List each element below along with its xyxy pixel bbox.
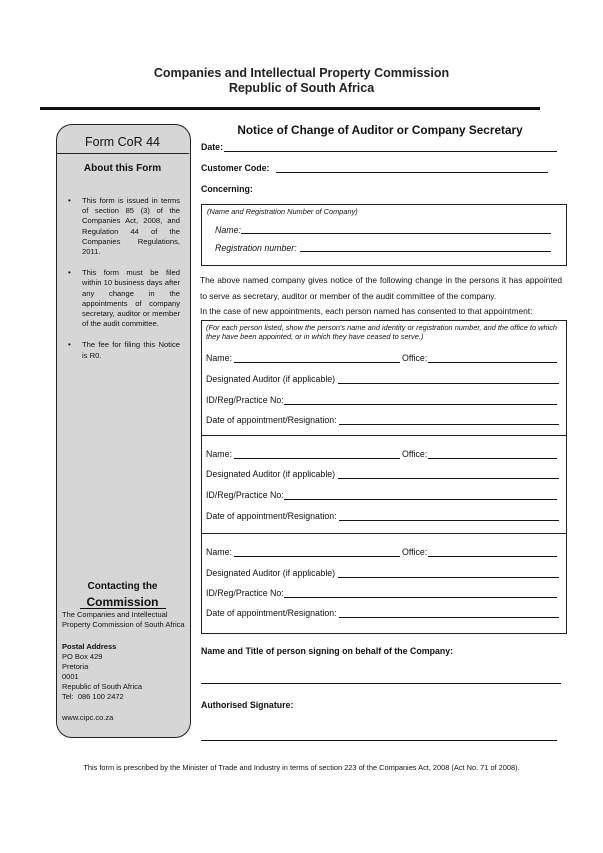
about-bullet-2: • This form must be filed within 10 business days after any change in the appointments of company secretary, auditor or member of the audit committee.: [64, 268, 180, 329]
person-3-date-label: Date of appointment/Resignation:: [206, 608, 337, 618]
footer-note: This form is prescribed by the Minister of Trade and Industry in terms of section 223 of the Companies Act, 2008 (Act No. 71 of 2008).: [83, 763, 520, 772]
postal-phone: Tel: 086 100 2472: [62, 692, 124, 701]
sidebar-divider: [56, 153, 189, 154]
person-3-name-label: Name:: [206, 547, 232, 557]
registration-label: Registration number:: [215, 243, 297, 253]
persons-caption: (For each person listed, show the person's name and identity or registration number, and the office to which they have been appointed, or in which they have ceased to serve.): [206, 323, 558, 341]
person-2-date-label: Date of appointment/Resignation:: [206, 511, 337, 521]
concerning-label: Concerning:: [201, 184, 253, 194]
form-title: Notice of Change of Auditor or Company Secretary: [237, 123, 523, 137]
person-3-name-field[interactable]: [234, 556, 400, 557]
customer-code-label: Customer Code:: [201, 163, 270, 173]
person-2-office-field[interactable]: [428, 458, 557, 459]
company-box-caption: (Name and Registration Number of Company): [207, 207, 358, 216]
person-1-auditor-label: Designated Auditor (if applicable): [206, 374, 336, 384]
person-3-id-label: ID/Reg/Practice No:: [206, 588, 284, 598]
about-title: About this Form: [83, 163, 162, 174]
person-2-date-field[interactable]: [339, 520, 559, 521]
date-label: Date:: [201, 142, 223, 152]
postal-line-1: PO Box 429: [62, 652, 103, 661]
person-1-office-label: Office:: [402, 353, 428, 363]
about-list: [64, 196, 180, 372]
person-1-name-field[interactable]: [234, 362, 400, 363]
person-3-auditor-field[interactable]: [338, 577, 559, 578]
postal-line-2: Pretoria: [62, 662, 89, 671]
person-3-office-field[interactable]: [428, 556, 557, 557]
company-name-label: Name:: [215, 225, 241, 235]
country-name: Republic of South Africa: [228, 81, 375, 95]
person-2-office-label: Office:: [402, 449, 428, 459]
person-1-id-field[interactable]: [284, 404, 557, 405]
person-1-name-label: Name:: [206, 353, 232, 363]
company-name-field[interactable]: [241, 233, 551, 234]
person-2-name-field[interactable]: [234, 458, 400, 459]
signer-field[interactable]: [201, 683, 561, 684]
person-3-id-field[interactable]: [284, 597, 557, 598]
registration-field[interactable]: [300, 251, 551, 252]
consent-paragraph: In the case of new appointments, each person named has consented to that appointment:: [200, 306, 533, 316]
contact-title: Contacting the: [87, 581, 158, 592]
signature-label: Authorised Signature:: [201, 700, 294, 710]
person-1-date-field[interactable]: [339, 424, 559, 425]
person-2-auditor-field[interactable]: [338, 478, 559, 479]
person-3-date-field[interactable]: [339, 617, 559, 618]
signer-label: Name and Title of person signing on behalf of the Company:: [201, 646, 454, 656]
postal-title: Postal Address: [62, 642, 117, 651]
notice-paragraph: The above named company gives notice of the following change in the persons it has appointed to serve as secretary, auditor or member of the audit committee of the company.: [200, 275, 562, 301]
customer-code-field[interactable]: [276, 172, 548, 173]
person-divider-1: [201, 435, 567, 436]
person-2-name-label: Name:: [206, 449, 232, 459]
commission-name: Companies and Intellectual Property Commission: [153, 66, 450, 80]
person-3-auditor-label: Designated Auditor (if applicable): [206, 568, 336, 578]
person-1-date-label: Date of appointment/Resignation:: [206, 415, 337, 425]
contact-underline: [80, 608, 166, 609]
person-divider-2: [201, 533, 567, 534]
person-1-office-field[interactable]: [428, 362, 557, 363]
website-link[interactable]: www.cipc.co.za: [62, 713, 114, 722]
about-bullet-1: • This form is issued in terms of section 85 (3) of the Companies Act, 2008, and Regulation 44 of the Companies Regulations, 2011.: [64, 196, 180, 257]
person-3-office-label: Office:: [402, 547, 428, 557]
signature-field[interactable]: [201, 740, 557, 741]
person-2-id-field[interactable]: [284, 499, 557, 500]
person-2-auditor-label: Designated Auditor (if applicable): [206, 469, 336, 479]
about-bullet-3: • The fee for filing this Notice is R0.: [64, 340, 180, 360]
header-rule: [40, 107, 540, 110]
postal-line-4: Republic of South Africa: [62, 682, 143, 691]
contact-org: The Companies and Intellectual Property Commission of South Africa: [62, 610, 185, 629]
person-1-id-label: ID/Reg/Practice No:: [206, 395, 284, 405]
date-field[interactable]: [224, 151, 557, 152]
form-code: Form CoR 44: [84, 135, 161, 149]
person-2-id-label: ID/Reg/Practice No:: [206, 490, 284, 500]
contact-title-2: Commission: [86, 595, 159, 609]
postal-line-3: 0001: [62, 672, 79, 681]
person-1-auditor-field[interactable]: [338, 383, 559, 384]
